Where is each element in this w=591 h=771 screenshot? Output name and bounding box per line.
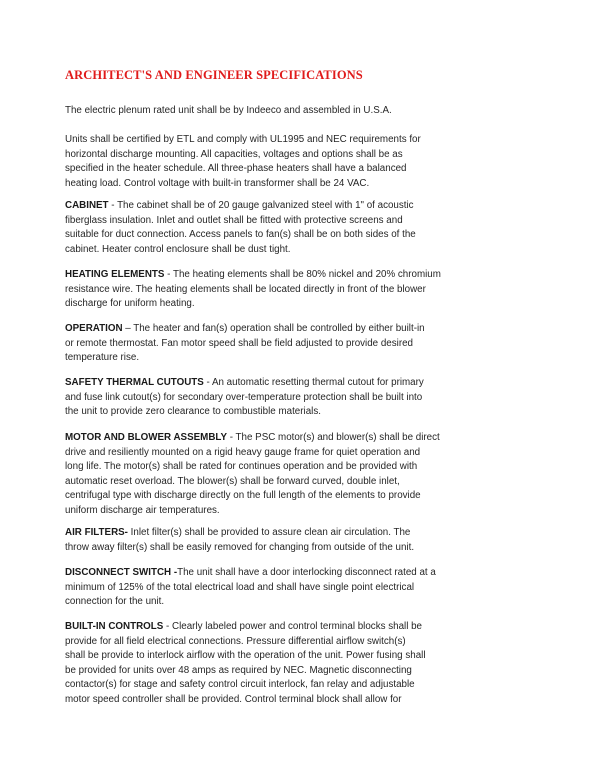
cabinet-paragraph	[65, 199, 530, 257]
paragraph-line: – The heater and fan(s) operation shall be controlled by either built-in	[122, 323, 425, 334]
paragraph-line: shall be provide to interlock airflow with the operation of the unit. Power fusing shall	[65, 650, 426, 661]
paragraph-line: long life. The motor(s) shall be rated for continues operation and be provided with	[65, 461, 418, 472]
paragraph-line: motor speed controller shall be provided. Control terminal block shall allow for	[65, 693, 402, 705]
paragraph-line: resistance wire. The heating elements shall be located directly in front of the blower	[65, 283, 426, 295]
heating-elements-paragraph	[65, 268, 530, 312]
page-title: ARCHITECT'S AND ENGINEER SPECIFICATIONS	[65, 68, 363, 82]
operation-paragraph	[65, 322, 530, 366]
paragraph-line: fiberglass insulation. Inlet and outlet shall be fitted with protective screens and	[65, 214, 403, 226]
motor-blower-paragraph	[65, 431, 530, 518]
paragraph-line: - The PSC motor(s) and blower(s) shall be direct	[227, 432, 440, 443]
paragraph-line: minimum of 125% of the total electrical load and shall have single point electrical	[65, 581, 415, 593]
section-heading: CABINET	[65, 200, 109, 211]
paragraph-line: - The heating elements shall be 80% nickel and 20% chromium	[164, 269, 441, 280]
paragraph-line: uniform discharge air temperatures.	[65, 504, 220, 516]
section-heading: AIR FILTERS-	[65, 527, 128, 538]
paragraph-line: automatic reset overload. The blower(s) shall be forward curved, double inlet,	[65, 475, 400, 487]
section-heading: HEATING ELEMENTS	[65, 269, 165, 280]
paragraph-line: throw away filter(s) shall be easily removed for changing from outside of the unit.	[65, 541, 415, 553]
paragraph-line: connection for the unit.	[65, 596, 165, 607]
paragraph-line: provide for all field electrical connections. Pressure differential airflow switch(s)	[65, 635, 406, 647]
paragraph-line: Inlet filter(s) shall be provided to assure clean air circulation. The	[127, 527, 411, 538]
section-heading: MOTOR AND BLOWER ASSEMBLY	[65, 432, 228, 443]
paragraph-line: The electric plenum rated unit shall be by Indeeco and assembled in U.S.A.	[65, 105, 392, 116]
certification-paragraph	[65, 133, 530, 191]
paragraph-line: contactor(s) for stage and safety control circuit interlock, fan relay and adjustable	[65, 679, 415, 690]
paragraph-line: specified in the heater schedule. All three-phase heaters shall have a balanced	[65, 163, 407, 174]
paragraph-line: - An automatic resetting thermal cutout for primary	[203, 377, 424, 388]
paragraph-line: suitable for duct connection. Access panels to fan(s) shall be on both sides of the	[65, 229, 416, 240]
safety-thermal-cutouts-paragraph	[65, 376, 530, 420]
paragraph-line: The unit shall have a door interlocking disconnect rated at a	[177, 567, 436, 578]
section-heading: SAFETY THERMAL CUTOUTS	[65, 377, 204, 388]
paragraph-line: drive and resiliently mounted on a rigid heavy gauge frame for quiet operation and	[65, 446, 421, 458]
paragraph-line: Units shall be certified by ETL and comply with UL1995 and NEC requirements for	[65, 134, 421, 145]
paragraph-line: cabinet. Heater control enclosure shall be dust tight.	[65, 243, 291, 255]
paragraph-line: the unit to provide zero clearance to combustible materials.	[65, 406, 321, 417]
intro-paragraph	[65, 104, 530, 119]
paragraph-line: or remote thermostat. Fan motor speed shall be field adjusted to provide desired	[65, 337, 413, 349]
disconnect-switch-paragraph	[65, 566, 530, 610]
built-in-controls-paragraph	[65, 620, 530, 707]
paragraph-line: heating load. Control voltage with built-in transformer shall be 24 VAC.	[65, 177, 370, 189]
air-filters-paragraph	[65, 526, 530, 555]
paragraph-line: - Clearly labeled power and control terminal blocks shall be	[163, 621, 422, 632]
section-heading: DISCONNECT SWITCH -	[65, 567, 178, 578]
section-heading: OPERATION	[65, 323, 123, 334]
paragraph-line: horizontal discharge mounting. All capacities, voltages and options shall be as	[65, 148, 403, 160]
paragraph-line: discharge for uniform heating.	[65, 298, 195, 309]
paragraph-line: centrifugal type with discharge directly on the full length of the elements to provide	[65, 490, 421, 501]
paragraph-line: - The cabinet shall be of 20 gauge galvanized steel with 1" of acoustic	[108, 200, 414, 211]
paragraph-line: and fuse link cutout(s) for secondary over-temperature protection shall be built into	[65, 391, 423, 403]
paragraph-line: temperature rise.	[65, 352, 140, 363]
paragraph-line: be provided for units over 48 amps as required by NEC. Magnetic disconnecting	[65, 664, 412, 676]
section-heading: BUILT-IN CONTROLS	[65, 621, 164, 632]
